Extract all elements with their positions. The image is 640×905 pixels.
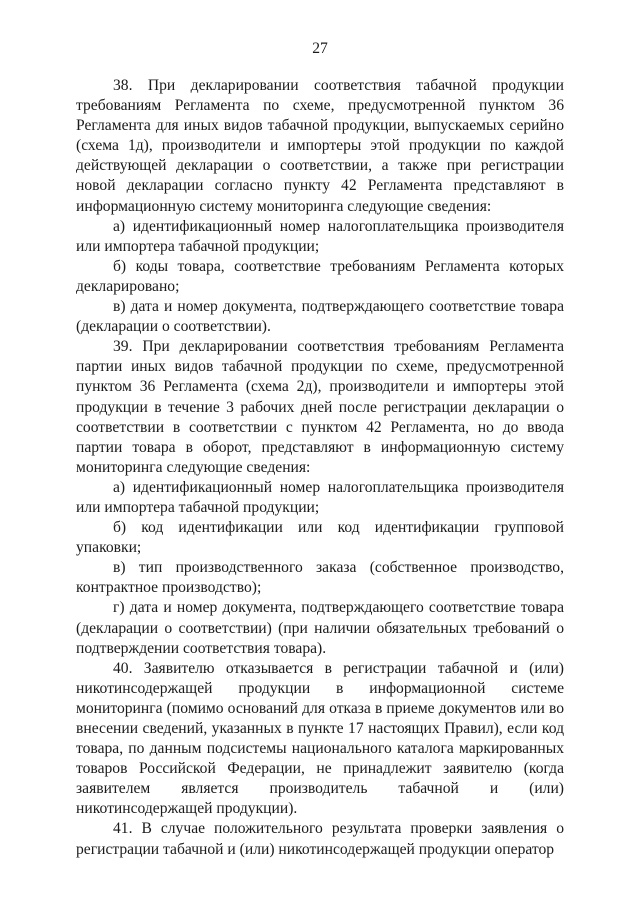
- page-number: 27: [312, 40, 328, 57]
- paragraph-39-item-g: г) дата и номер документа, подтверждающего соответствие товара (декларации о соответствии) (при наличии обязательных требований о подтверждении соответствия товара).: [76, 599, 564, 657]
- paragraph-39-item-a: а) идентификационный номер налогоплательщика производителя или импортера табачной продукции;: [76, 478, 564, 516]
- document-body: [76, 76, 564, 860]
- paragraph-38-item-a: а) идентификационный номер налогоплательщика производителя или импортера табачной продукции;: [76, 217, 564, 255]
- paragraph-40: 40. Заявителю отказывается в регистрации табачной и (или) никотинсодержащей продукции в информационной системе мониторинга (помимо оснований для отказа в приеме документов или во внесении сведений, указанных в пункте 17 настоящих Правил), если код товара, по данным подсистемы национального каталога маркированных товаров Российской Федерации, не принадлежит заявителю (когда заявителем является производитель табачной и (или) никотинсодержащей продукции).: [76, 659, 564, 818]
- paragraph-39: 39. При декларировании соответствия требованиям Регламента партии иных видов табачной продукции по схеме, предусмотренной пунктом 36 Регламента (схема 2д), производители и импортеры этой продукции в течение 3 рабочих дней после регистрации декларации о соответствии в соответствии с пунктом 42 Регламента, но до ввода партии товара в оборот, представляют в информационную систему мониторинга следующие сведения:: [76, 338, 564, 476]
- paragraph-38-item-v: в) дата и номер документа, подтверждающего соответствие товара (декларации о соответствии).: [76, 298, 564, 336]
- paragraph-39-item-b: б) код идентификации или код идентификации групповой упаковки;: [76, 519, 564, 557]
- paragraph-38-item-b: б) коды товара, соответствие требованиям Регламента которых декларировано;: [76, 257, 564, 295]
- paragraph-39-item-v: в) тип производственного заказа (собственное производство, контрактное производство);: [76, 559, 564, 597]
- paragraph-41: 41. В случае положительного результата проверки заявления о регистрации табачной и (или) никотинсодержащей продукции оператор: [76, 820, 564, 858]
- paragraph-38: 38. При декларировании соответствия табачной продукции требованиям Регламента по схеме, предусмотренной пунктом 36 Регламента для иных видов табачной продукции, выпускаемых серийно (схема 1д), производители и импортеры этой продукции по каждой действующей декларации о соответствии, а также при регистрации новой декларации согласно пункту 42 Регламента представляют в информационную систему мониторинга следующие сведения:: [76, 77, 564, 215]
